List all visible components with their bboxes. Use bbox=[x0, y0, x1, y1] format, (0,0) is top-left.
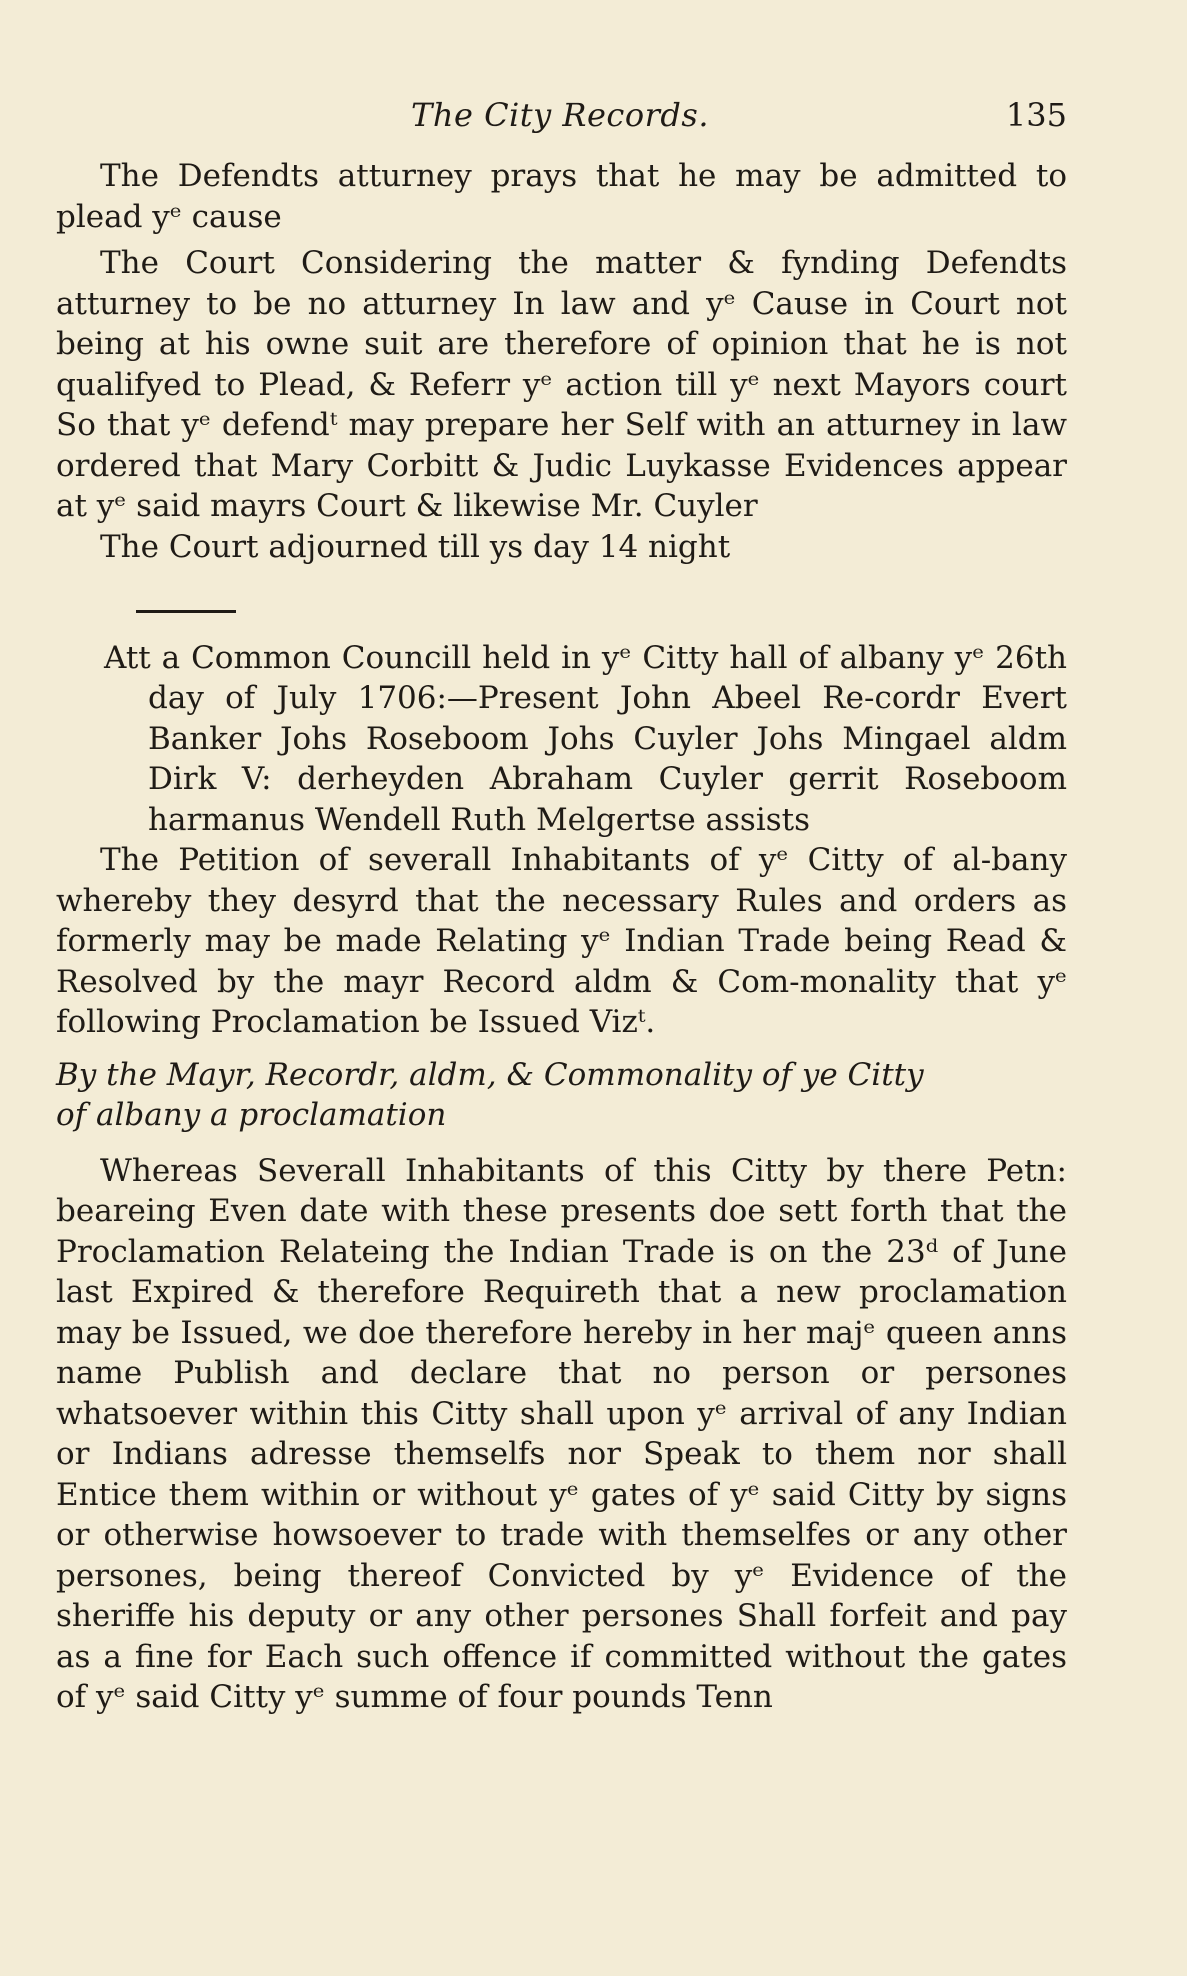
paragraph-defendant-plea: The Defendts atturney prays that he may be admitted to plead yᵉ cause bbox=[56, 158, 1067, 235]
paragraph-court-opinion: The Court Considering the matter & fynding Defendts atturney to be no atturney In law and yᵉ Cause in Court not being at his owne suit are therefore of opinion that he is not qualifyed to Plead, & Referr yᵉ action till yᵉ next Mayors court So that yᵉ defendᵗ may prepare her Self with an atturney in law ordered that Mary Corbitt & Judic Luykasse Evidences appear at yᵉ said mayrs Court & likewise Mr. Cuyler bbox=[56, 245, 1067, 524]
paragraph-petition: The Petition of severall Inhabitants of yᵉ Citty of al-bany whereby they desyrd that the necessary Rules and orders as formerly may be made Relating yᵉ Indian Trade being Read & Resolved by the mayr Record aldm & Com-monality that yᵉ following Proclamation be Issued Vizᵗ. bbox=[56, 842, 1067, 1040]
proclamation-heading-line1: By the Mayr, Recordr, aldm, & Commonality of ye Citty bbox=[56, 1056, 924, 1093]
page-header bbox=[56, 96, 1067, 156]
proclamation-heading bbox=[56, 1055, 1067, 1135]
page-body bbox=[56, 156, 1067, 1718]
section-divider bbox=[56, 583, 1067, 624]
proclamation-heading-line2: of albany a proclamation bbox=[56, 1096, 447, 1133]
paragraph-court-adjourned: The Court adjourned till ys day 14 night bbox=[100, 528, 731, 565]
paragraph-common-council: Att a Common Councill held in yᵉ Citty hall of albany yᵉ 26th day of July 1706:—Present John Abeel Re-cordr Evert Banker Johs Roseboom Johs Cuyler Johs Mingael aldm Dirk V: derheyden Abraham Cuyler gerrit Roseboom harmanus Wendell Ruth Melgertse assists bbox=[104, 639, 1067, 838]
running-title: The City Records. bbox=[411, 96, 709, 134]
paragraph-whereas: Whereas Severall Inhabitants of this Citty by there Petn: beareing Even date with these presents doe sett forth that the Proclamation Relateing the Indian Trade is on the 23ᵈ of June last Expired & therefore Requireth that a new proclamation may be Issued, we doe therefore hereby in her majᵉ queen anns name Publish and declare that no person or persones whatsoever within this Citty shall upon yᵉ arrival of any Indian or Indians adresse themselfs nor Speak to them nor shall Entice them within or without yᵉ gates of yᵉ said Citty by signs or otherwise howsoever to trade with themselfes or any other persones, being thereof Convicted by yᵉ Evidence of the sheriffe his deputy or any other persones Shall forfeit and pay as a fine for Each such offence if committed without the gates of yᵉ said Citty yᵉ summe of four pounds Tenn bbox=[56, 1152, 1067, 1715]
page-number: 135 bbox=[1005, 96, 1067, 134]
